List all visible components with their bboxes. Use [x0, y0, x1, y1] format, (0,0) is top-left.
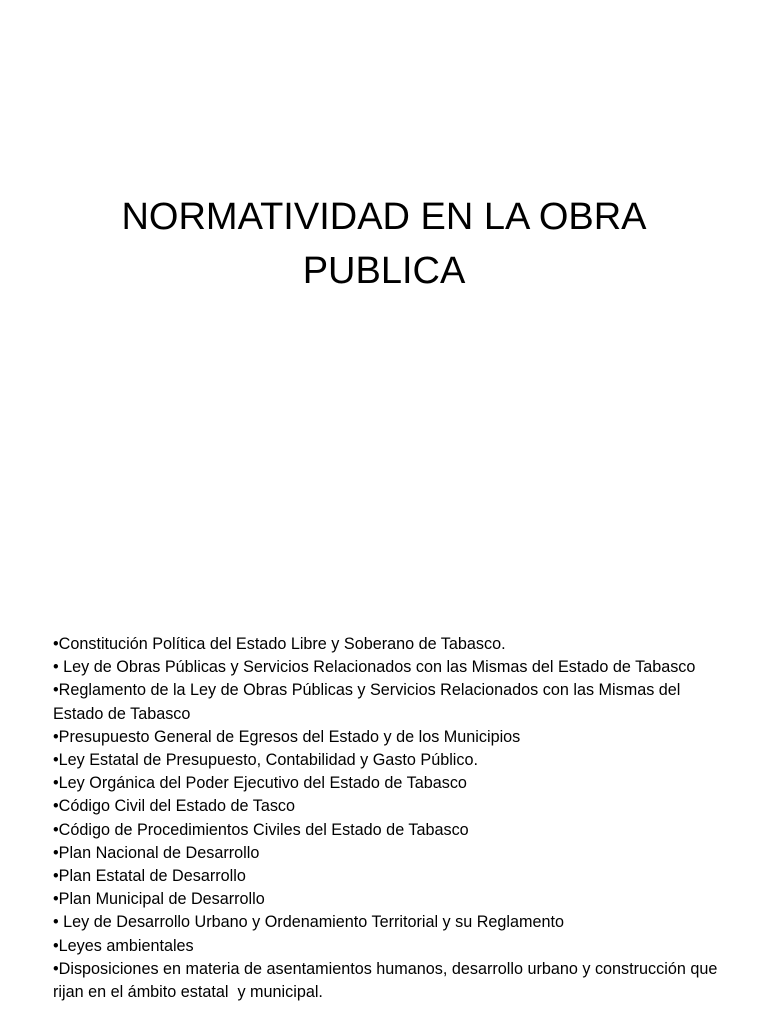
- regulation-list: [53, 633, 733, 1004]
- slide-title: [60, 190, 708, 298]
- list-item: •Plan Municipal de Desarrollo: [53, 890, 265, 909]
- slide-title-line-2: PUBLICA: [302, 250, 466, 292]
- list-item: •Ley Orgánica del Poder Ejecutivo del Estado de Tabasco: [53, 774, 467, 793]
- list-item: •Constitución Política del Estado Libre y Soberano de Tabasco.: [53, 635, 506, 653]
- list-item: •Disposiciones en materia de asentamientos humanos, desarrollo urbano y construcción que rijan en el ámbito estatal y municipal.: [53, 959, 722, 1002]
- list-item: •Reglamento de la Ley de Obras Públicas y Servicios Relacionados con las Mismas del Estado de Tabasco: [53, 681, 685, 723]
- slide-title-line-1: NORMATIVIDAD EN LA OBRA: [121, 196, 647, 238]
- list-item: •Leyes ambientales: [53, 936, 194, 955]
- list-item: • Ley de Obras Públicas y Servicios Relacionados con las Mismas del Estado de Tabasco: [53, 658, 696, 677]
- list-item: •Plan Nacional de Desarrollo: [53, 843, 260, 862]
- list-item: •Código de Procedimientos Civiles del Estado de Tabasco: [53, 820, 469, 839]
- list-item: •Ley Estatal de Presupuesto, Contabilidad y Gasto Público.: [53, 751, 478, 770]
- list-item: • Ley de Desarrollo Urbano y Ordenamiento Territorial y su Reglamento: [53, 913, 565, 932]
- list-item: •Plan Estatal de Desarrollo: [53, 867, 246, 886]
- list-item: •Presupuesto General de Egresos del Estado y de los Municipios: [53, 727, 521, 746]
- list-item: •Código Civil del Estado de Tasco: [53, 797, 296, 816]
